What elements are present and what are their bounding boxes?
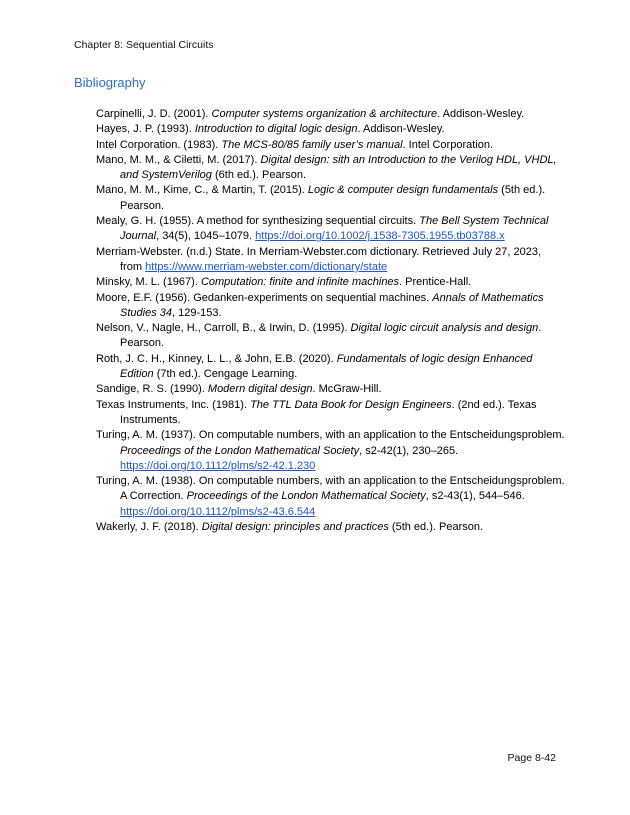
section-heading: Bibliography [74,75,146,90]
reference-entry [96,398,566,429]
reference-title: Proceedings of the London Mathematical Society [120,444,360,457]
reference-entry [96,428,566,474]
reference-title: Digital design: principles and practices [201,521,389,534]
reference-entry [96,138,566,153]
reference-title: Logic & computer design fundamentals [307,184,499,197]
reference-title: The MCS-80/85 family user’s manual [221,138,403,151]
reference-details: (5th ed.). Pearson. [388,521,484,534]
reference-authors: Intel Corporation. (1983). [96,138,222,151]
reference-authors: Turing, A. M. (1937). On computable numbers, with an application to the Entscheidungsproblem. [96,429,565,442]
reference-entry [96,107,566,122]
reference-details: . Prentice-Hall. [399,276,472,289]
reference-authors: Minsky, M. L. (1967). [96,276,201,289]
reference-authors: Moore, E.F. (1956). Gedanken-experiments on sequential machines. [96,291,433,304]
reference-entry [96,275,566,290]
doi-link[interactable]: https://doi.org/10.1002/j.1538-7305.1955.tb03788.x [255,230,505,243]
reference-authors: Mano, M. M., Kime, C., & Martin, T. (2015). [96,184,308,197]
reference-title: Computation: finite and infinite machines [200,276,400,289]
reference-entry [96,474,566,520]
reference-authors: Sandige, R. S. (1990). [96,383,208,396]
reference-title: Proceedings of the London Mathematical Society [186,490,426,503]
reference-authors: Turing, A. M. (1938). On computable numbers, with an application to the Entscheidungsproblem. A Correction. [96,475,565,503]
reference-details: , s2-43(1), 544–546. [425,490,525,503]
reference-authors: Mano, M. M., & Ciletti, M. (2017). [96,153,261,166]
reference-entry [96,382,566,397]
reference-authors: Merriam-Webster. (n.d.) State. In Merriam-Webster.com dictionary. Retrieved July 27, 2023, from [96,245,542,273]
reference-details: . Intel Corporation. [402,138,494,151]
reference-title: Modern digital design [207,383,313,396]
reference-authors: Hayes, J. P. (1993). [96,123,195,136]
reference-entry [96,214,566,245]
reference-details: . Addison-Wesley. [357,123,445,136]
reference-entry [96,122,566,137]
reference-details: (6th ed.). Pearson. [211,169,307,182]
reference-title: The Bell System Technical Journal [120,215,549,243]
reference-authors: Roth, J. C. H., Kinney, L. L., & John, E.B. (2020). [96,352,337,365]
reference-entry [96,245,566,276]
reference-title: Fundamentals of logic design Enhanced Edition [120,352,533,381]
reference-entry [96,520,566,535]
page-number: Page 8-42 [507,752,556,764]
reference-title: The TTL Data Book for Design Engineers [250,398,452,411]
reference-entry [96,153,566,184]
reference-list [96,107,566,535]
reference-details: (7th ed.). Cengage Learning. [153,368,298,381]
reference-title: Annals of Mathematics Studies 34 [120,291,544,319]
reference-entry [96,352,566,383]
reference-authors: Carpinelli, J. D. (2001). [96,108,212,120]
reference-entry [96,183,566,214]
doi-link[interactable]: https://doi.org/10.1112/plms/s2-42.1.230 [120,459,316,472]
reference-details: , 34(5), 1045–1079. [156,230,256,243]
web-link[interactable]: https://www.merriam-webster.com/dictionary/state [145,260,388,273]
reference-title: Digital logic circuit analysis and design [350,322,539,335]
reference-title: Computer systems organization & architecture [211,108,438,120]
reference-authors: Nelson, V., Nagle, H., Carroll, B., & Irwin, D. (1995). [96,322,351,335]
reference-details: . Pearson. [120,322,542,350]
reference-details: , 129-153. [171,306,222,319]
doi-link[interactable]: https://doi.org/10.1112/plms/s2-43.6.544 [120,505,316,518]
reference-entry [96,321,566,352]
reference-authors: Mealy, G. H. (1955). A method for synthesizing sequential circuits. [96,215,420,228]
reference-details: . (2nd ed.). Texas Instruments. [120,398,537,426]
reference-entry [96,291,566,322]
reference-details: (5th ed.). Pearson. [120,184,546,212]
reference-authors: Wakerly, J. F. (2018). [96,521,202,534]
reference-authors: Texas Instruments, Inc. (1981). [96,398,251,411]
reference-details: , s2-42(1), 230–265. [359,444,459,457]
running-header: Chapter 8: Sequential Circuits [74,39,214,51]
reference-details: . McGraw-Hill. [312,383,382,396]
reference-title: Digital design: sith an Introduction to the Verilog HDL, VHDL, and SystemVerilog [120,153,557,182]
reference-details: . Addison-Wesley. [437,108,525,120]
reference-title: Introduction to digital logic design [194,123,358,136]
